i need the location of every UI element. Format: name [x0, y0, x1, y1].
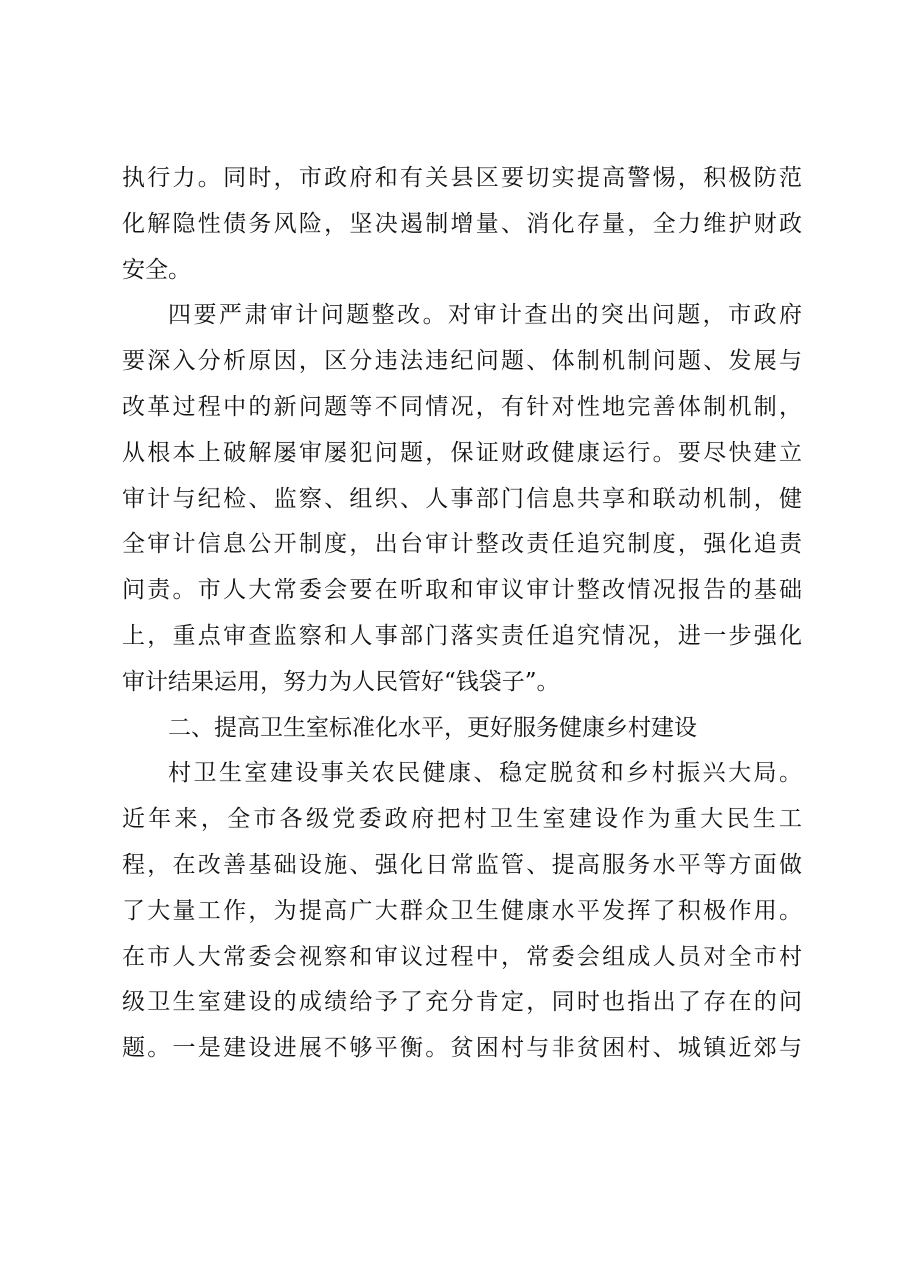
text-line: 程，在改善基础设施、强化日常监管、提高服务水平等方面做	[122, 851, 802, 878]
text-line: 村卫生室建设事关农民健康、稳定脱贫和乡村振兴大局。	[168, 760, 802, 787]
text-line: 审计结果运用，努力为人民管好“钱袋子”。	[122, 668, 560, 695]
text-line: 上，重点审查监察和人事部门落实责任追究情况，进一步强化	[122, 622, 802, 649]
document-body	[122, 156, 802, 1072]
text-line: 题。一是建设进展不够平衡。贫困村与非贫困村、城镇近郊与	[122, 1035, 802, 1062]
text-line: 审计与纪检、监察、组织、人事部门信息共享和联动机制，健	[122, 485, 802, 512]
text-line: 改革过程中的新问题等不同情况，有针对性地完善体制机制，	[122, 393, 802, 420]
text-line: 了大量工作，为提高广大群众卫生健康水平发挥了积极作用。	[122, 897, 802, 924]
text-line: 问责。市人大常委会要在听取和审议审计整改情况报告的基础	[122, 577, 802, 604]
text-line: 安全。	[122, 256, 191, 283]
text-line: 近年来，全市各级党委政府把村卫生室建设作为重大民生工	[122, 806, 802, 833]
text-line: 级卫生室建设的成绩给予了充分肯定，同时也指出了存在的问	[122, 989, 802, 1016]
text-line: 要深入分析原因，区分违法违纪问题、体制机制问题、发展与	[122, 348, 802, 375]
text-line: 四要严肃审计问题整改。对审计查出的突出问题，市政府	[168, 302, 802, 329]
text-line: 化解隐性债务风险，坚决遏制增量、消化存量，全力维护财政	[122, 210, 802, 237]
text-line: 在市人大常委会视察和审议过程中，常委会组成人员对全市村	[122, 943, 802, 970]
text-line: 二、提高卫生室标准化水平，更好服务健康乡村建设	[168, 714, 697, 741]
text-line: 从根本上破解屡审屡犯问题，保证财政健康运行。要尽快建立	[122, 439, 802, 466]
text-line: 全审计信息公开制度，出台审计整改责任追究制度，强化追责	[122, 531, 802, 558]
text-line: 执行力。同时，市政府和有关县区要切实提高警惕，积极防范	[122, 165, 802, 191]
